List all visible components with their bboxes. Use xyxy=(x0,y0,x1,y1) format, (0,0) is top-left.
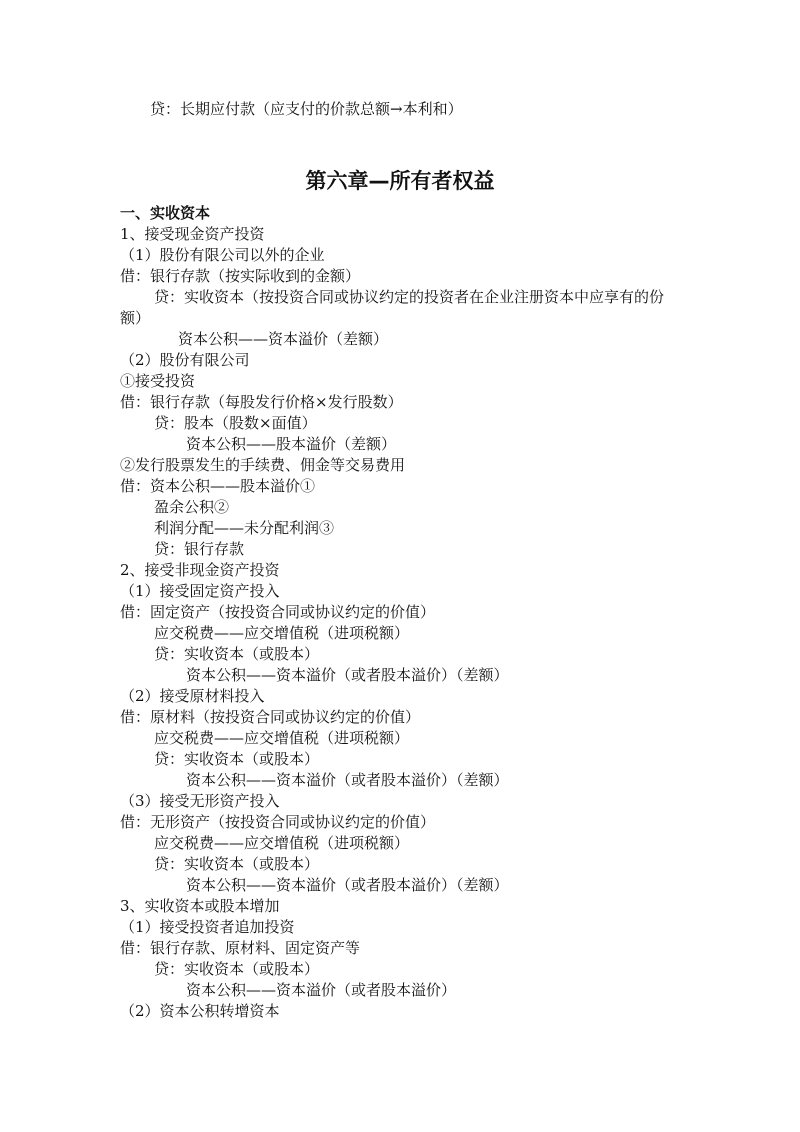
text-line: 借：资本公积——股本溢价① xyxy=(120,477,316,495)
text-line: （1）接受投资者追加投资 xyxy=(120,918,295,936)
text-line: 资本公积——资本溢价（或者股本溢价）（差额） xyxy=(186,666,509,684)
text-line: 借：银行存款（按实际收到的金额） xyxy=(120,267,361,285)
text-line: 1、接受现金资产投资 xyxy=(120,225,265,243)
text-line: 资本公积——资本溢价（或者股本溢价）（差额） xyxy=(186,771,509,789)
text-line: 盈余公积② xyxy=(154,498,230,516)
text-line: 借：无形资产（按投资合同或协议约定的价值） xyxy=(120,813,436,831)
text-line: 3、实收资本或股本增加 xyxy=(120,897,280,915)
text-line: ②发行股票发生的手续费、佣金等交易费用 xyxy=(120,456,406,474)
text-line: （1）接受固定资产投入 xyxy=(120,582,280,600)
text-line: 资本公积——股本溢价（差额） xyxy=(186,435,397,453)
text-line: （3）接受无形资产投入 xyxy=(120,792,280,810)
text-line: 贷：银行存款 xyxy=(154,540,245,558)
text-line: 应交税费——应交增值税（进项税额） xyxy=(154,624,410,642)
text-line: （2）接受原材料投入 xyxy=(120,687,265,705)
text-line: 资本公积——资本溢价（或者股本溢价） xyxy=(186,981,457,999)
text-line: 借：银行存款、原材料、固定资产等 xyxy=(120,939,361,957)
text-line: 贷：实收资本（或股本） xyxy=(154,645,320,663)
text-line: 贷：实收资本（或股本） xyxy=(154,750,320,768)
text-line: 额） xyxy=(120,309,151,327)
carryover-line: 贷：长期应付款（应支付的价款总额→本利和） xyxy=(150,100,463,118)
text-line: 贷：实收资本（或股本） xyxy=(154,960,320,978)
text-line: 资本公积——资本溢价（差额） xyxy=(178,330,389,348)
text-line: ①接受投资 xyxy=(120,372,196,390)
text-line: 借：原材料（按投资合同或协议约定的价值） xyxy=(120,708,421,726)
section-heading: 一、实收资本 xyxy=(120,204,211,222)
text-line: 贷：实收资本（按投资合同或协议约定的投资者在企业注册资本中应享有的份 xyxy=(154,288,665,306)
text-line: 应交税费——应交增值税（进项税额） xyxy=(154,729,410,747)
text-line: 借：固定资产（按投资合同或协议约定的价值） xyxy=(120,603,436,621)
text-line: （2）资本公积转增资本 xyxy=(120,1002,280,1020)
text-line: 借：银行存款（每股发行价格×发行股数） xyxy=(120,393,403,411)
text-line: 贷：股本（股数×面值） xyxy=(154,414,317,432)
text-line: 2、接受非现金资产投资 xyxy=(120,561,280,579)
text-line: 利润分配——未分配利润③ xyxy=(154,519,335,537)
chapter-title: 第六章—所有者权益 xyxy=(305,169,495,193)
text-line: 应交税费——应交增值税（进项税额） xyxy=(154,834,410,852)
text-line: 资本公积——资本溢价（或者股本溢价）（差额） xyxy=(186,876,509,894)
text-line: （1）股份有限公司以外的企业 xyxy=(120,246,325,264)
text-line: （2）股份有限公司 xyxy=(120,351,250,369)
text-line: 贷：实收资本（或股本） xyxy=(154,855,320,873)
